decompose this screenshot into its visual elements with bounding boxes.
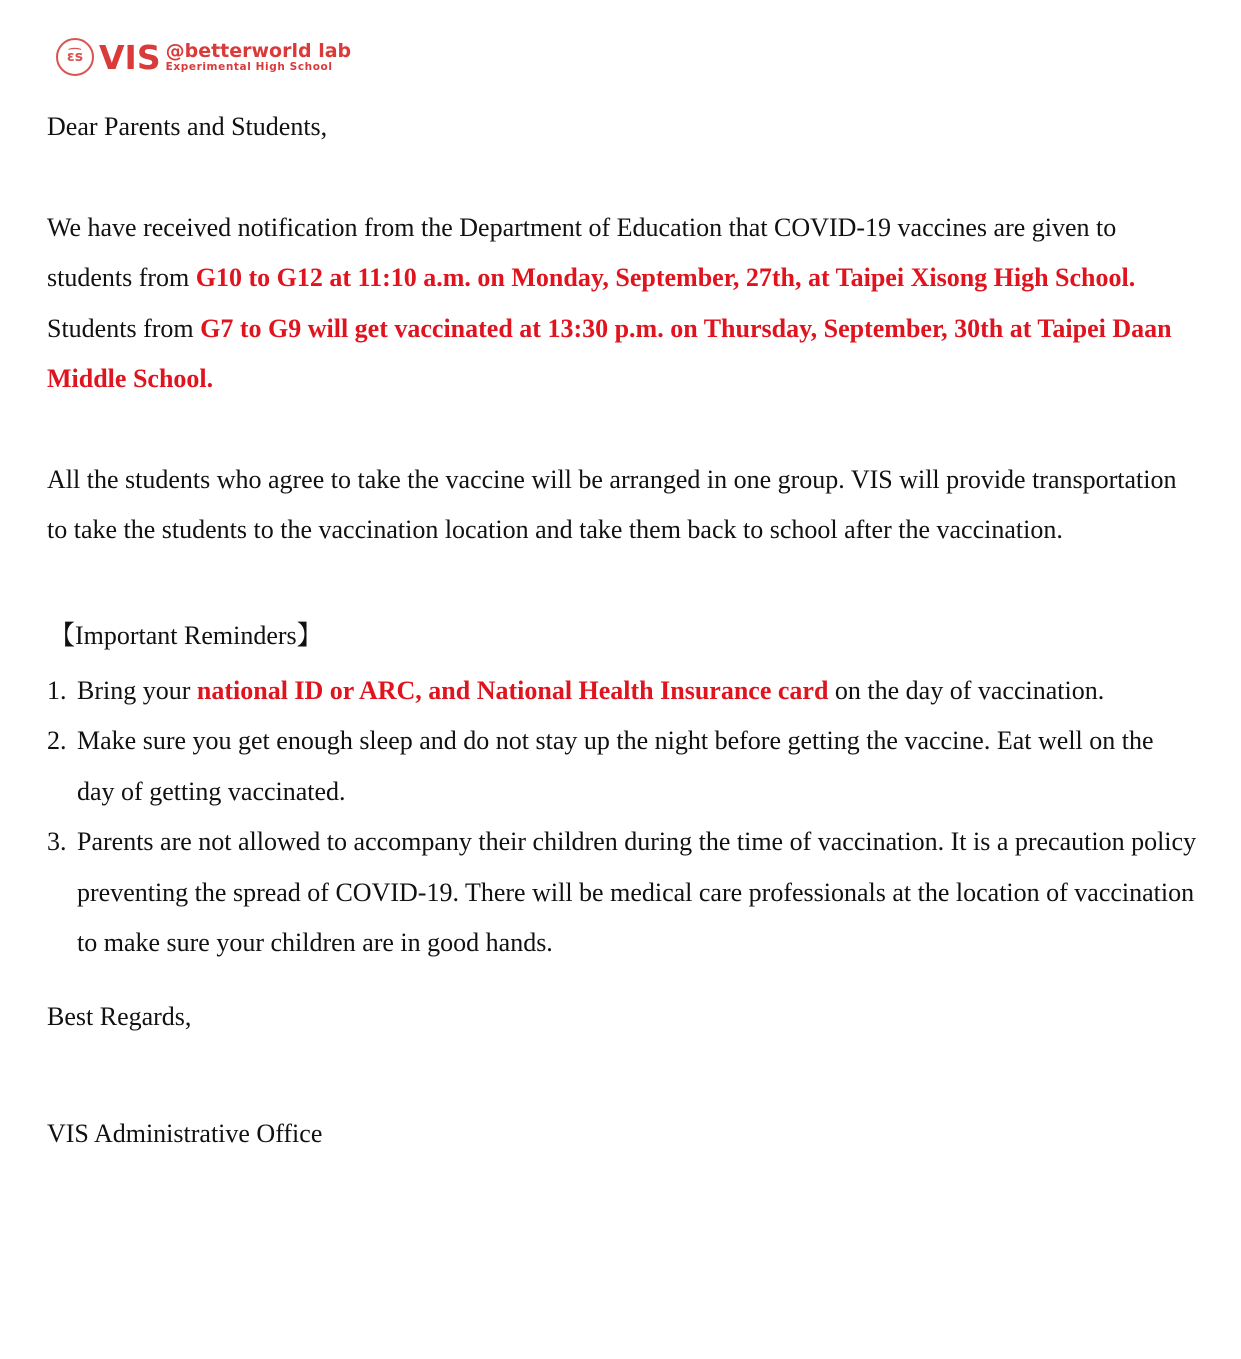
reminder-text: Bring your — [77, 676, 197, 706]
spacer — [47, 556, 1197, 606]
paragraph-junior-schedule — [47, 304, 1197, 405]
reminder-number: 2. — [47, 726, 67, 756]
school-logo — [56, 36, 351, 78]
schedule-senior-highlight: G10 to G12 at 11:10 a.m. on Monday, September, 27th, at Taipei Xisong High School. — [195, 263, 1136, 293]
letter-body — [47, 102, 1197, 1159]
spacer — [47, 404, 1197, 454]
reminder-item — [47, 817, 1197, 968]
logo-emblem-icon: ε͡s — [56, 38, 94, 76]
logo-brand: VIS — [99, 37, 161, 77]
signature: VIS Administrative Office — [47, 1118, 323, 1148]
reminder-item — [47, 666, 1197, 716]
reminder-highlight: national ID or ARC, and National Health Insurance card — [196, 676, 829, 706]
reminders-list — [47, 666, 1197, 968]
reminder-item — [47, 716, 1197, 817]
paragraph-transportation: All the students who agree to take the vaccine will be arranged in one group. VIS will provide transportation to take the students to the vaccination location and take them back to school after the vaccination. — [47, 464, 1177, 545]
logo-text — [165, 39, 352, 73]
greeting: Dear Parents and Students, — [47, 112, 328, 141]
reminder-text: Make sure you get enough sleep and do not stay up the night before getting the vaccine. Eat well on the day of getting vaccinated. — [77, 726, 1154, 806]
logo-tagline: @betterworld lab — [165, 39, 352, 62]
spacer — [47, 1043, 1197, 1109]
spacer — [47, 152, 1197, 202]
reminder-text: Parents are not allowed to accompany their children during the time of vaccination. It is a precaution policy preventing the spread of COVID-19. There will be medical care professionals at the location of vaccination to make sure your children are in good hands. — [77, 827, 1197, 958]
logo-subtitle: Experimental High School — [165, 60, 333, 73]
reminder-number: 1. — [47, 676, 67, 706]
schedule-intro-text: We have received notification from the Department of Education that COVID-19 vaccines are given to students from — [47, 212, 1117, 293]
paragraph-vaccination-schedule — [47, 203, 1197, 304]
closing: Best Regards, — [47, 1002, 192, 1032]
junior-intro-text: Students from — [47, 313, 201, 343]
reminders-heading: 【Important Reminders】 — [49, 621, 323, 651]
reminder-number: 3. — [47, 827, 67, 857]
reminder-text-after: on the day of vaccination. — [828, 676, 1105, 706]
schedule-junior-highlight: G7 to G9 will get vaccinated at 13:30 p.m. on Thursday, September, 30th at Taipei Daan Middle School. — [47, 313, 1172, 394]
